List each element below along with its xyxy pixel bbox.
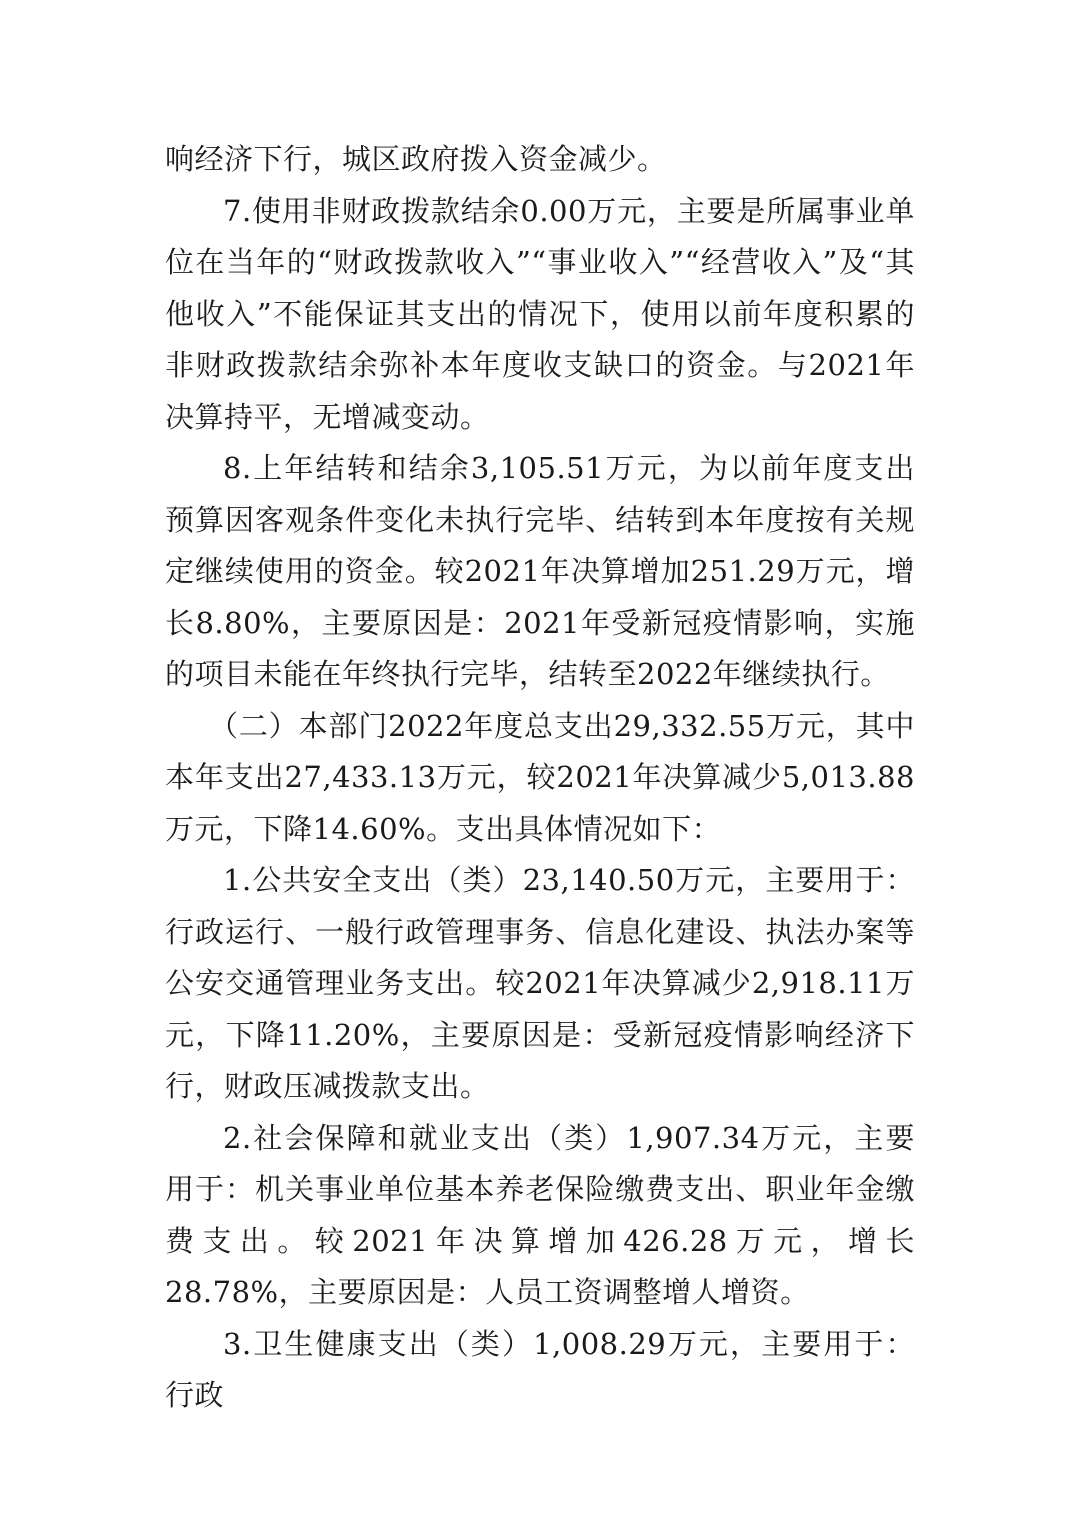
paragraph-expense-1: 1.公共安全支出（类）23,140.50万元，主要用于：行政运行、一般行政管理事务、信息化建设、执法办案等公安交通管理业务支出。较2021年决算减少2,918.11万元，下降11.20%，主要原因是：受新冠疫情影响经济下行，财政压减拨款支出。: [165, 863, 915, 1103]
document-body: [165, 134, 915, 1422]
paragraph-continuation: 响经济下行，城区政府拨入资金减少。: [165, 142, 667, 176]
paragraph-item-8: 8.上年结转和结余3,105.51万元，为以前年度支出预算因客观条件变化未执行完毕、结转到本年度按有关规定继续使用的资金。较2021年决算增加251.29万元，增长8.80%，主要原因是：2021年受新冠疫情影响，实施的项目未能在年终执行完毕，结转至2022年继续执行。: [165, 451, 915, 691]
paragraph-expense-2: 2.社会保障和就业支出（类）1,907.34万元，主要用于：机关事业单位基本养老保险缴费支出、职业年金缴费支出。较2021年决算增加426.28万元，增长28.78%，主要原因是：人员工资调整增人增资。: [165, 1120, 915, 1309]
paragraph-expense-3: 3.卫生健康支出（类）1,008.29万元，主要用于：行政: [165, 1326, 915, 1412]
paragraph-item-7: 7.使用非财政拨款结余0.00万元，主要是所属事业单位在当年的“财政拨款收入”“事业收入”“经营收入”及“其他收入”不能保证其支出的情况下，使用以前年度积累的非财政拨款结余弥补本年度收支缺口的资金。与2021年决算持平，无增减变动。: [165, 193, 915, 434]
paragraph-section-2: （二）本部门2022年度总支出29,332.55万元，其中本年支出27,433.13万元，较2021年决算减少5,013.88万元，下降14.60%。支出具体情况如下：: [165, 708, 915, 846]
